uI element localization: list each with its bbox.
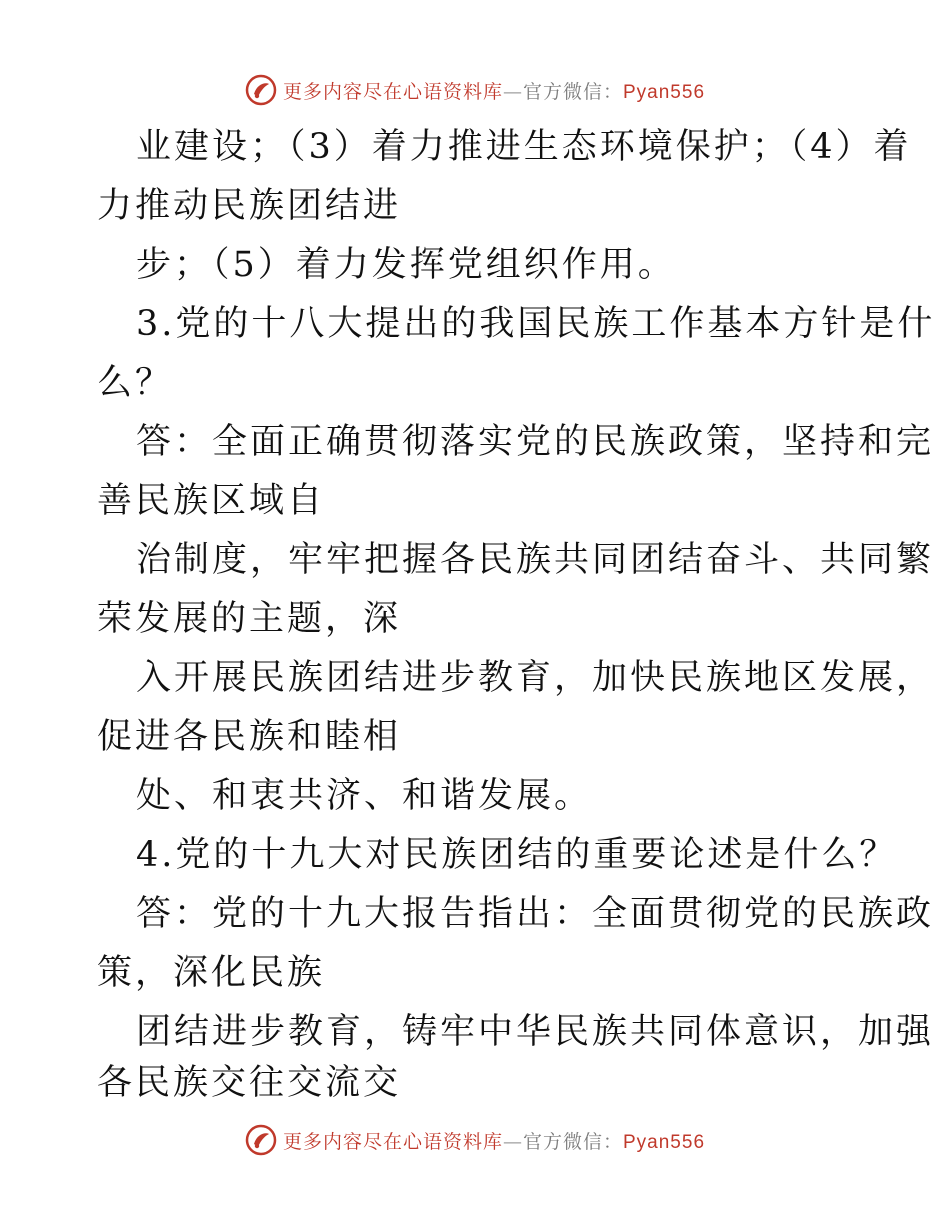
question-heading: 3.党的十八大提出的我国民族工作基本方针是什 — [136, 304, 936, 344]
watermark-id: Pyan556 — [623, 1131, 706, 1153]
text-line: 善民族区域自 — [97, 481, 326, 521]
text-line: 促进各民族和睦相 — [97, 717, 402, 757]
text-line: 团结进步教育，铸牢中华民族共同体意识，加强 — [136, 1012, 935, 1052]
text-line: 么？ — [97, 363, 174, 403]
text-line: 力推动民族团结进 — [97, 186, 402, 226]
question-heading: 4.党的十九大对民族团结的重要论述是什么？ — [136, 835, 898, 875]
brand-logo-icon — [245, 1124, 277, 1156]
watermark-main-text: 更多内容尽在心语资料库 — [282, 80, 503, 103]
watermark-dash: — — [502, 1130, 523, 1153]
text-line: 处、和衷共济、和谐发展。 — [136, 776, 593, 816]
answer-line: 答：党的十九大报告指出：全面贯彻党的民族政 — [136, 894, 935, 934]
watermark-dash: — — [502, 80, 523, 103]
watermark-id: Pyan556 — [623, 81, 706, 103]
text-line: 策，深化民族 — [97, 953, 326, 993]
text-line: 步；（5）着力发挥党组织作用。 — [136, 245, 676, 285]
text-line: 入开展民族团结进步教育，加快民族地区发展， — [136, 658, 935, 698]
text-line: 业建设；（3）着力推进生态环境保护；（4）着 — [136, 127, 912, 167]
watermark-label: 官方微信： — [522, 80, 623, 103]
watermark-label: 官方微信： — [522, 1130, 623, 1153]
answer-line: 答：全面正确贯彻落实党的民族政策，坚持和完 — [136, 422, 935, 462]
text-line: 荣发展的主题，深 — [97, 599, 402, 639]
brand-logo-icon — [245, 74, 277, 106]
footer-watermark — [0, 1120, 950, 1160]
watermark-main-text: 更多内容尽在心语资料库 — [282, 1130, 503, 1153]
text-line: 治制度，牢牢把握各民族共同团结奋斗、共同繁 — [136, 540, 935, 580]
text-line: 各民族交往交流交 — [97, 1063, 402, 1103]
header-watermark — [0, 70, 950, 110]
